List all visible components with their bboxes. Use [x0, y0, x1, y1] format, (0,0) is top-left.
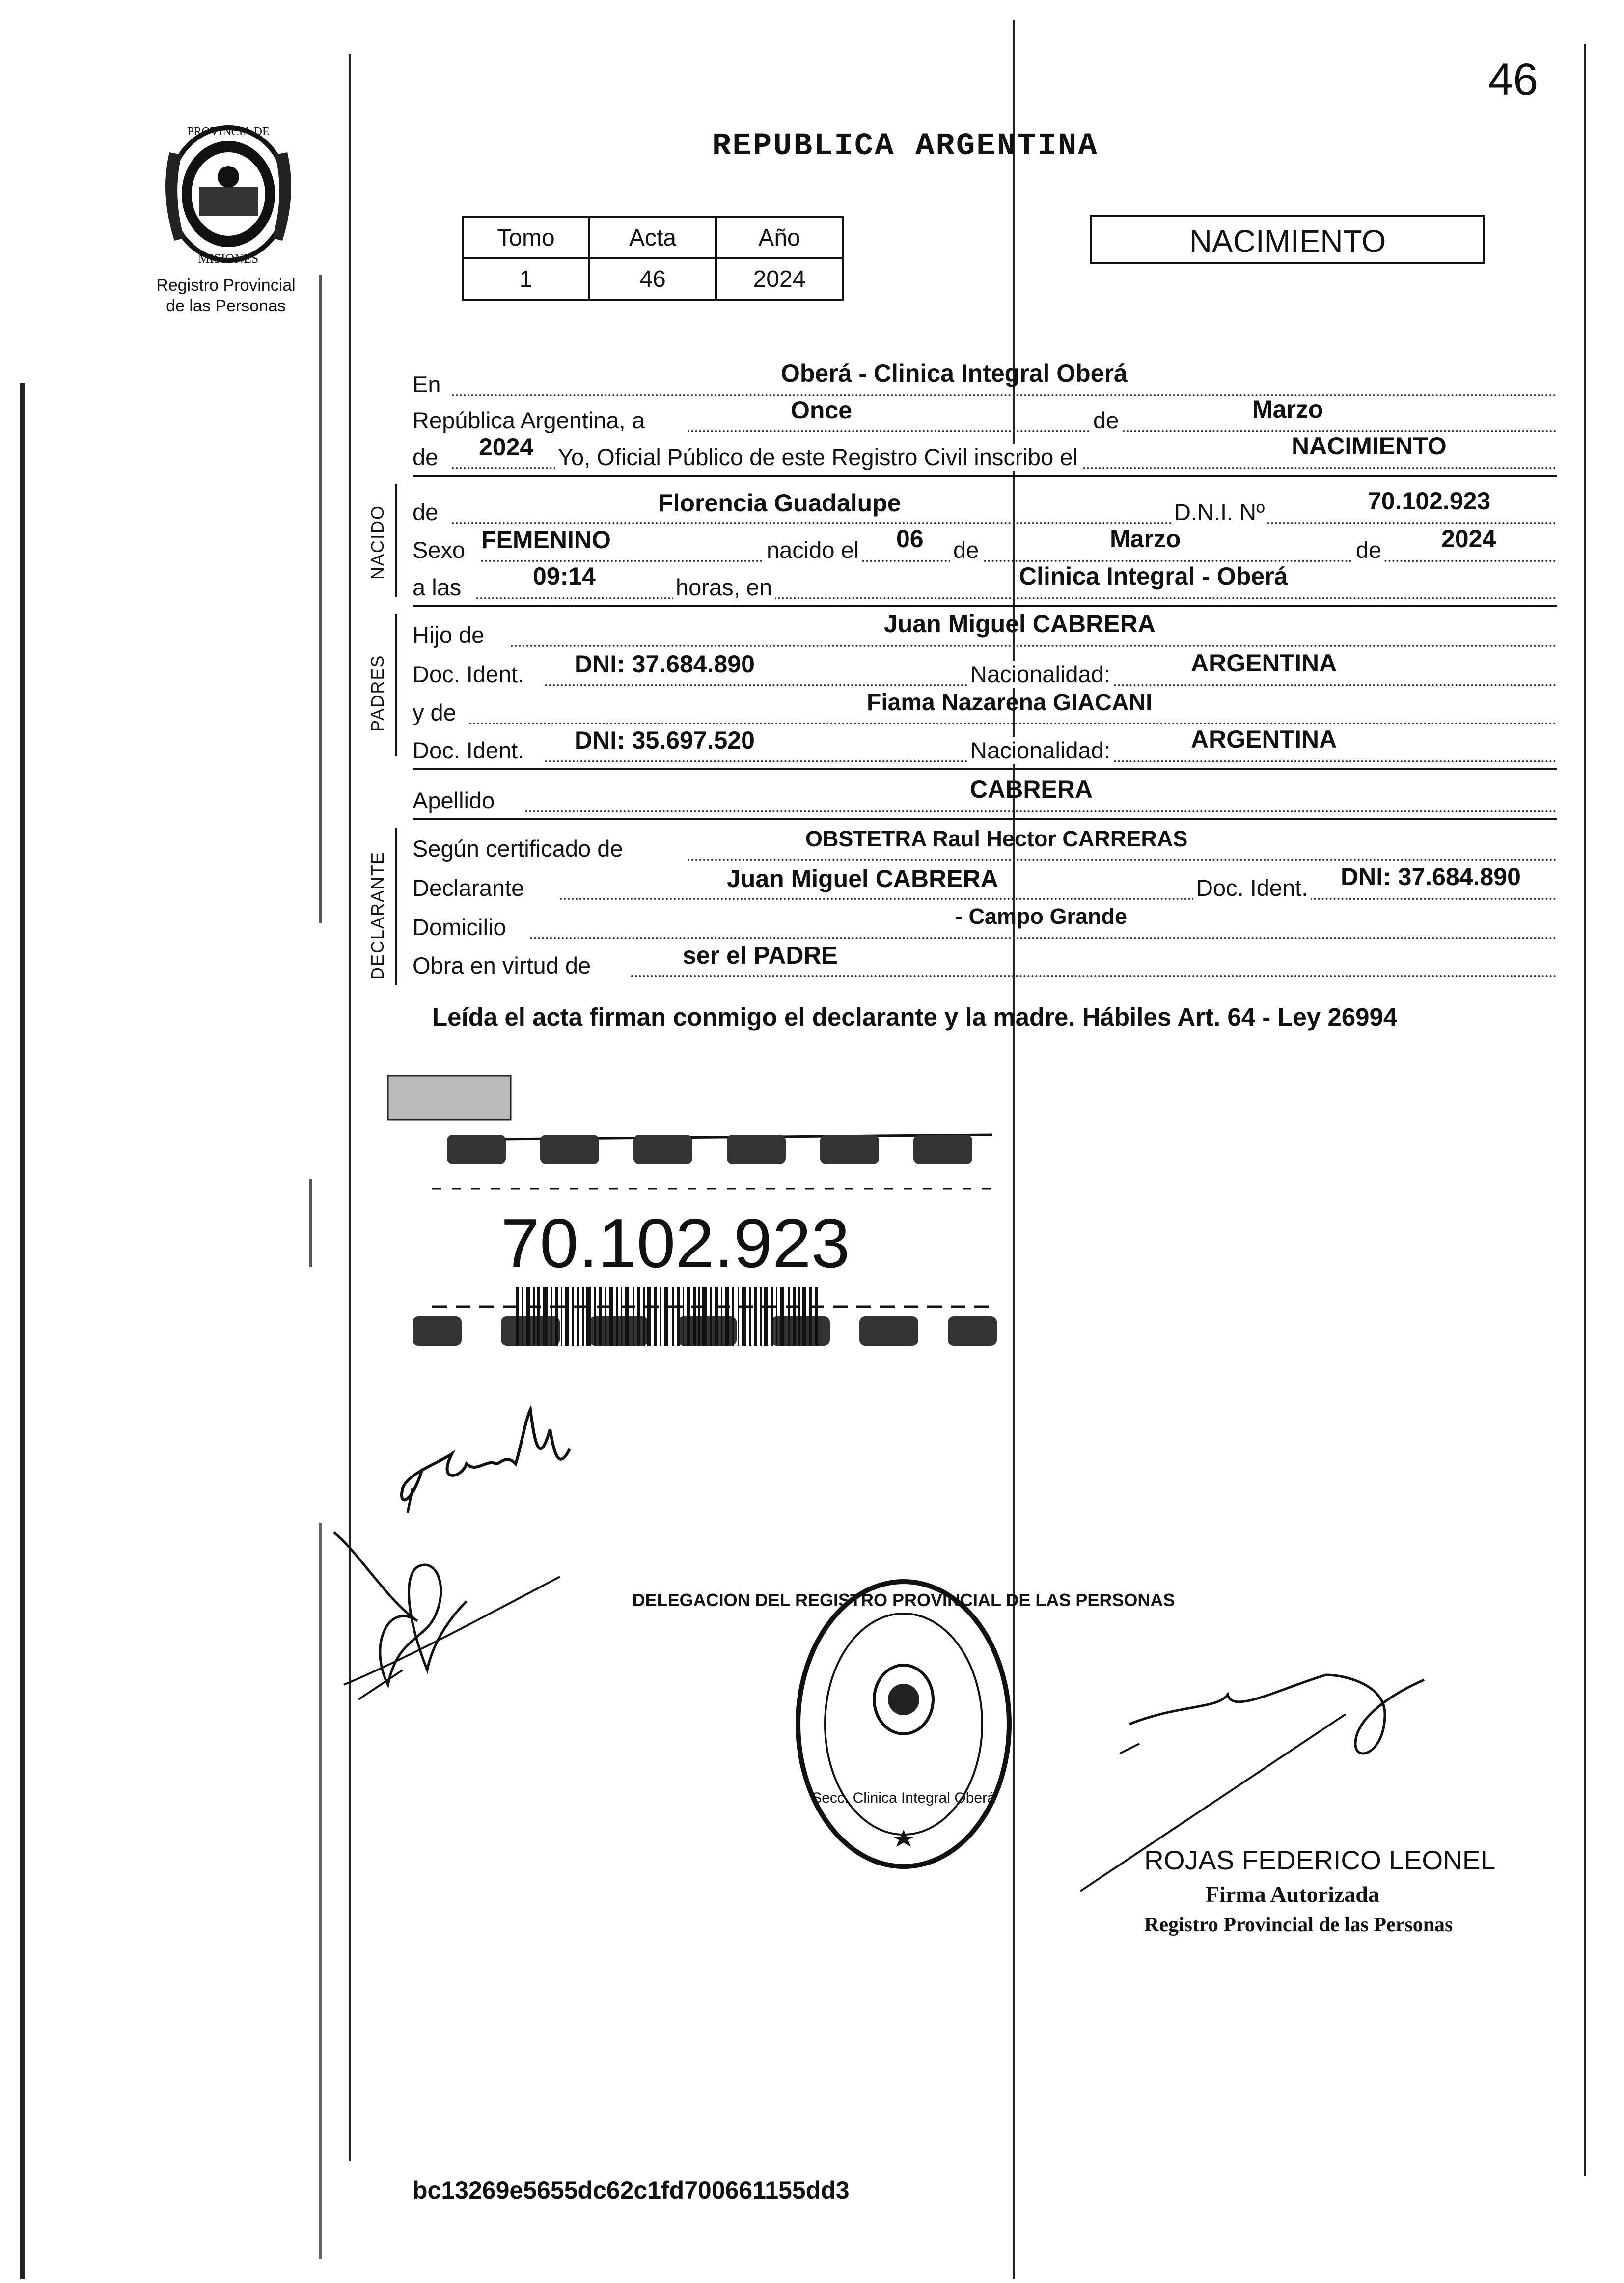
mother-signature [329, 1523, 584, 1739]
barcode-number: 70.102.923 [501, 1204, 850, 1282]
registry-label [133, 275, 319, 316]
anio-header: Año [716, 217, 843, 258]
name-dots [452, 522, 1557, 524]
dni-value: 70.102.923 [1368, 487, 1491, 515]
barcode-icon [516, 1287, 820, 1346]
svg-text:MISIONES: MISIONES [198, 251, 259, 266]
declarante-label: Declarante [413, 875, 524, 901]
de-month-label: de [950, 536, 982, 563]
birth-day-value: 06 [896, 525, 924, 553]
acta-header: Acta [589, 217, 716, 258]
de-name-label: de [413, 499, 439, 525]
left-margin-rule [349, 54, 351, 2161]
mother-dots [469, 723, 1557, 724]
apellido-dots [525, 810, 1557, 812]
row-obra [413, 942, 1557, 981]
separator-4 [413, 818, 1557, 820]
fold-line [1013, 20, 1015, 2279]
hijo-de-label: Hijo de [413, 622, 485, 648]
hijo-dots [511, 645, 1557, 647]
row-hijo [413, 610, 1557, 651]
nacido-el-label: nacido el [764, 536, 862, 563]
authority-org: Registro Provincial de las Personas [1144, 1914, 1453, 1936]
nacido-section-label: NACIDO [367, 504, 387, 580]
month-value: Marzo [1252, 395, 1323, 423]
binder-edge-rule [20, 383, 25, 2279]
sexo-label: Sexo [413, 537, 466, 563]
mother-nat-value: ARGENTINA [1191, 725, 1337, 753]
row-hora [413, 562, 1557, 603]
row-republica [413, 395, 1557, 436]
a-las-label: a las [413, 574, 462, 600]
padres-section-label: PADRES [367, 654, 387, 732]
obra-value: ser el PADRE [683, 942, 838, 969]
tomo-value: 1 [463, 258, 589, 300]
obra-dots [631, 975, 1557, 977]
declarante-value: Juan Miguel CABRERA [727, 865, 998, 892]
father-nat-value: ARGENTINA [1191, 649, 1337, 677]
svg-text:Secc. Clinica Integral Oberá: Secc. Clinica Integral Oberá [812, 1790, 995, 1806]
padres-bracket [395, 614, 397, 756]
record-table-value-row [463, 258, 843, 300]
document-title: REPUBLICA ARGENTINA [712, 129, 1099, 164]
mother-doc-label: Doc. Ident. [413, 737, 524, 763]
row-mother [413, 690, 1557, 728]
father-doc-value: DNI: 37.684.890 [575, 650, 755, 678]
official-seal [632, 1572, 1175, 1876]
row-en [413, 360, 1557, 400]
time-value: 09:14 [533, 562, 596, 590]
apellido-value: CABRERA [970, 776, 1093, 803]
domicilio-value: - Campo Grande [955, 904, 1128, 929]
en-label: En [413, 371, 441, 397]
authority-name: ROJAS FEDERICO LEONEL [1144, 1845, 1496, 1875]
row-domicilio [413, 904, 1557, 943]
domicilio-dots [530, 937, 1557, 939]
decl-doc-label: Doc. Ident. [1193, 874, 1311, 901]
republica-label: República Argentina, a [413, 407, 645, 433]
y-de-label: y de [413, 699, 456, 725]
row-year [413, 432, 1557, 473]
record-table-header-row [463, 217, 843, 258]
row-declarante [413, 863, 1557, 904]
horas-en-label: horas, en [673, 574, 775, 601]
binder-dash-3 [319, 1523, 322, 2259]
separator-3 [413, 768, 1557, 770]
year-value: 2024 [479, 433, 534, 461]
de-label: de [1090, 407, 1122, 434]
declarante-section-label: DECLARANTE [367, 851, 387, 980]
binder-dash-2 [309, 1179, 312, 1267]
page-number: 46 [1488, 55, 1539, 105]
svg-text:PROVINCIA DE: PROVINCIA DE [187, 125, 270, 138]
obra-label: Obra en virtud de [413, 952, 591, 978]
certificado-value: OBSTETRA Raul Hector CARRERAS [805, 826, 1188, 851]
binder-dash-1 [319, 275, 322, 923]
certificado-label: Según certificado de [413, 835, 623, 862]
inscribe-value: NACIMIENTO [1292, 432, 1447, 460]
de-year-label: de [1353, 536, 1384, 563]
birth-year-value: 2024 [1441, 525, 1496, 553]
registry-label-line2: de las Personas [166, 297, 286, 315]
record-type-box: NACIMIENTO [1090, 215, 1485, 264]
declarante-dots [560, 898, 1557, 900]
en-value: Oberá - Clinica Integral Oberá [781, 360, 1128, 387]
birth-month-value: Marzo [1110, 525, 1181, 553]
domicilio-label: Domicilio [413, 914, 506, 940]
en-dots [452, 394, 1557, 396]
tomo-header: Tomo [463, 217, 589, 258]
declarant-signature [393, 1390, 599, 1518]
separator-2 [413, 605, 1557, 607]
row-apellido [413, 776, 1557, 816]
provincial-crest-icon [155, 113, 302, 275]
apellido-label: Apellido [413, 787, 495, 813]
mother-nat-label: Nacionalidad: [967, 737, 1113, 764]
acta-value: 46 [589, 258, 716, 300]
row-certificado [413, 826, 1557, 864]
svg-text:DELEGACION DEL REGISTRO PROVIN: DELEGACION DEL REGISTRO PROVINCIAL DE LAS PERSONAS [632, 1590, 1175, 1610]
declarante-bracket [395, 828, 397, 985]
row-mother-doc [413, 725, 1557, 766]
hora-dots [476, 597, 1557, 599]
father-doc-label: Doc. Ident. [413, 661, 524, 687]
document-hash: bc13269e5655dc62c1fd700661155dd3 [413, 2176, 850, 2204]
row-sexo [413, 525, 1557, 566]
mother-doc-value: DNI: 35.697.520 [575, 726, 755, 754]
row-father-doc [413, 649, 1557, 690]
father-value: Juan Miguel CABRERA [884, 610, 1156, 638]
oficial-text: Yo, Oficial Público de este Registro Civil inscribo el [555, 444, 1081, 471]
dni-label: D.N.I. Nº [1171, 499, 1267, 526]
mother-value: Fiama Nazarena GIACANI [867, 690, 1153, 716]
separator-1 [413, 475, 1557, 477]
name-value: Florencia Guadalupe [658, 489, 901, 517]
closing-statement: Leída el acta firman conmigo el declarante y la madre. Hábiles Art. 64 - Ley 26994 [432, 1003, 1398, 1031]
nacido-bracket [395, 484, 397, 597]
sexo-value: FEMENINO [481, 526, 611, 554]
anio-value: 2024 [716, 258, 843, 300]
registry-label-line1: Registro Provincial [156, 276, 296, 295]
row-name [413, 487, 1557, 528]
father-nat-label: Nacionalidad: [967, 661, 1113, 688]
record-table [462, 216, 844, 301]
de2-label: de [413, 444, 439, 470]
certificado-dots [688, 859, 1557, 861]
place-value: Clinica Integral - Oberá [1019, 562, 1288, 590]
authority-role: Firma Autorizada [1206, 1882, 1379, 1907]
right-margin-rule [1584, 44, 1586, 2176]
day-value: Once [791, 396, 853, 424]
decl-doc-value: DNI: 37.684.890 [1341, 863, 1521, 891]
